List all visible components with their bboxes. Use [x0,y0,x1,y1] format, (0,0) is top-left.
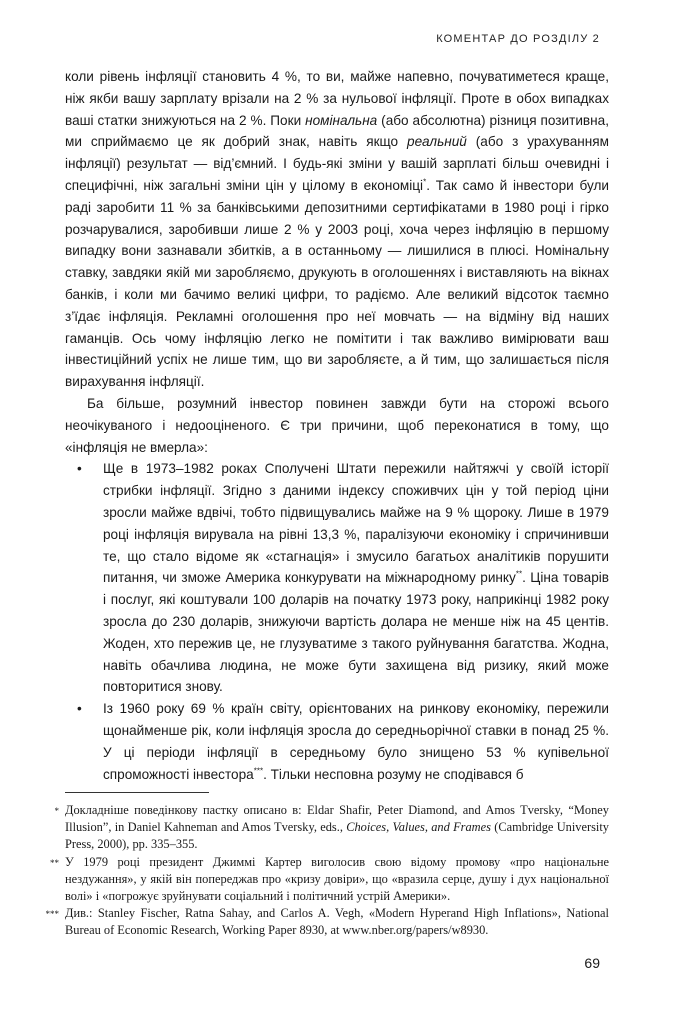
page-number: 69 [584,955,600,971]
footnote-ref-3: *** [253,765,264,775]
main-text [65,66,609,785]
bullet-icon: • [77,701,82,717]
emphasis-nominal: номінальна [305,112,378,128]
bullet-icon: • [77,461,82,477]
footnote-divider [65,792,209,793]
footnote-2: ** У 1979 році президент Джиммі Картер виголосив свою відому промову «про національне нездужання», у якій він попереджав про «кризу довіри», що «вразила серце, душу і дух національної волі» і «погрожує зруйнувати соціальний і політичний устрій Америки». [65,854,609,906]
list-item: • Ще в 1973–1982 роках Сполучені Штати пережили найтяжчі у своїй історії стрибки інфляції. Згідно з даними індексу споживчих цін у той період ціни зросли майже вдвічі, тобто підвищувались майже на 9 % щороку. Лише в 1979 році інфляція вирувала на рівні 13,3 %, паралізуючи економіку і спричинивши те, що стало відоме як «стагнація» і змусило багатьох аналітиків порушити питання, чи зможе Америка конкурувати на міжнародному ринку**. Ціна товарів і послуг, які коштували 100 доларів на початку 1973 року, наприкінці 1982 року зросла до 230 доларів, знижуючи вартість долара не менше ніж на 45 центів. Жоден, хто пережив це, не глузуватиме з такого руйнування багатства. Жодна, навіть обачлива людина, не може бути захищена від ризику, який може повторитися знову. [103,458,609,698]
list-item: • Із 1960 року 69 % країн світу, орієнтованих на ринкову економіку, пережили щонайменше рік, коли інфляція зросла до середньорічної ставки в понад 25 %. У ці періоди інфляції в середньому було знищено 53 % купівельної спроможності інвестора***. Тільки несповна розуму не сподівався б [103,698,609,785]
footnote-mark: *** [45,909,59,920]
footnote-ref-1: * [423,177,427,187]
footnote-mark: ** [50,857,59,868]
footnote-ref-2: ** [515,569,523,579]
paragraph-1: коли рівень інфляції становить 4 %, то ви, майже напевно, почуватиметеся краще, ніж якби вашу зарплату врізали на 2 % за нульової інфляції. Проте в обох випадках ваші статки знижуються на 2 %. Поки номінальна (або абсолютна) різниця позитивна, ми сприймаємо це як добрий знак, навіть якщо реальний (або з урахуванням інфляції) результат — від’ємний. І будь-які зміни у вашій зарплаті більш очевидні і специфічні, ніж загальні зміни цін у цілому в економіці*. Так само й інвестори були раді заробити 11 % за банківськими депозитними сертифікатами в 1980 році і гірко розчарувалися, заробивши лише 2 % у 2003 році, хоча через інфляцію в першому випадку вони зазнавали збитків, а в останньому — лишилися в плюсі. Номінальну ставку, завдяки якій ми заробляємо, друкують в оголошеннях і виставляють на вікнах банків, і коли ми бачимо великі цифри, то радіємо. Але великий відсоток таємно з’їдає інфляція. Рекламні оголошення про неї мовчать — на відміну від наших гаманців. Ось чому інфляцію легко не помітити і так важливо вимірювати ваш інвестиційний успіх не лише тим, що ви заробляєте, а й тим, що залишається після вирахування інфляції. [65,69,609,390]
bullet-list [65,458,609,785]
footnote-mark: * [54,806,59,816]
footnotes [45,802,609,940]
emphasis-real: реальний [407,134,467,150]
footnote-3: *** Див.: Stanley Fischer, Ratna Sahay, and Carlos A. Vegh, «Modern Hyperand High Inflations», National Bureau of Economic Research, Working Paper 8930, at www.nber.org/papers/w8930. [65,905,609,939]
book-title: Choices, Values, and Frames [346,820,491,835]
paragraph-2: Ба більше, розумний інвестор повинен завжди бути на сторожі всього неочікуваного і недооціненого. Є три причини, щоб переконатися в тому, що «інфляція не вмерла»: [65,395,609,455]
footnote-1: * Докладніше поведінкову пастку описано в: Eldar Shafir, Peter Diamond, and Amos Tversky, “Money Illusion”, in Daniel Kahneman and Amos Tversky, eds., Choices, Values, and Frames (Cambridge University Press, 2000), pp. 335–355. [65,802,609,854]
running-header: КОМЕНТАР ДО РОЗДІЛУ 2 [436,33,600,45]
